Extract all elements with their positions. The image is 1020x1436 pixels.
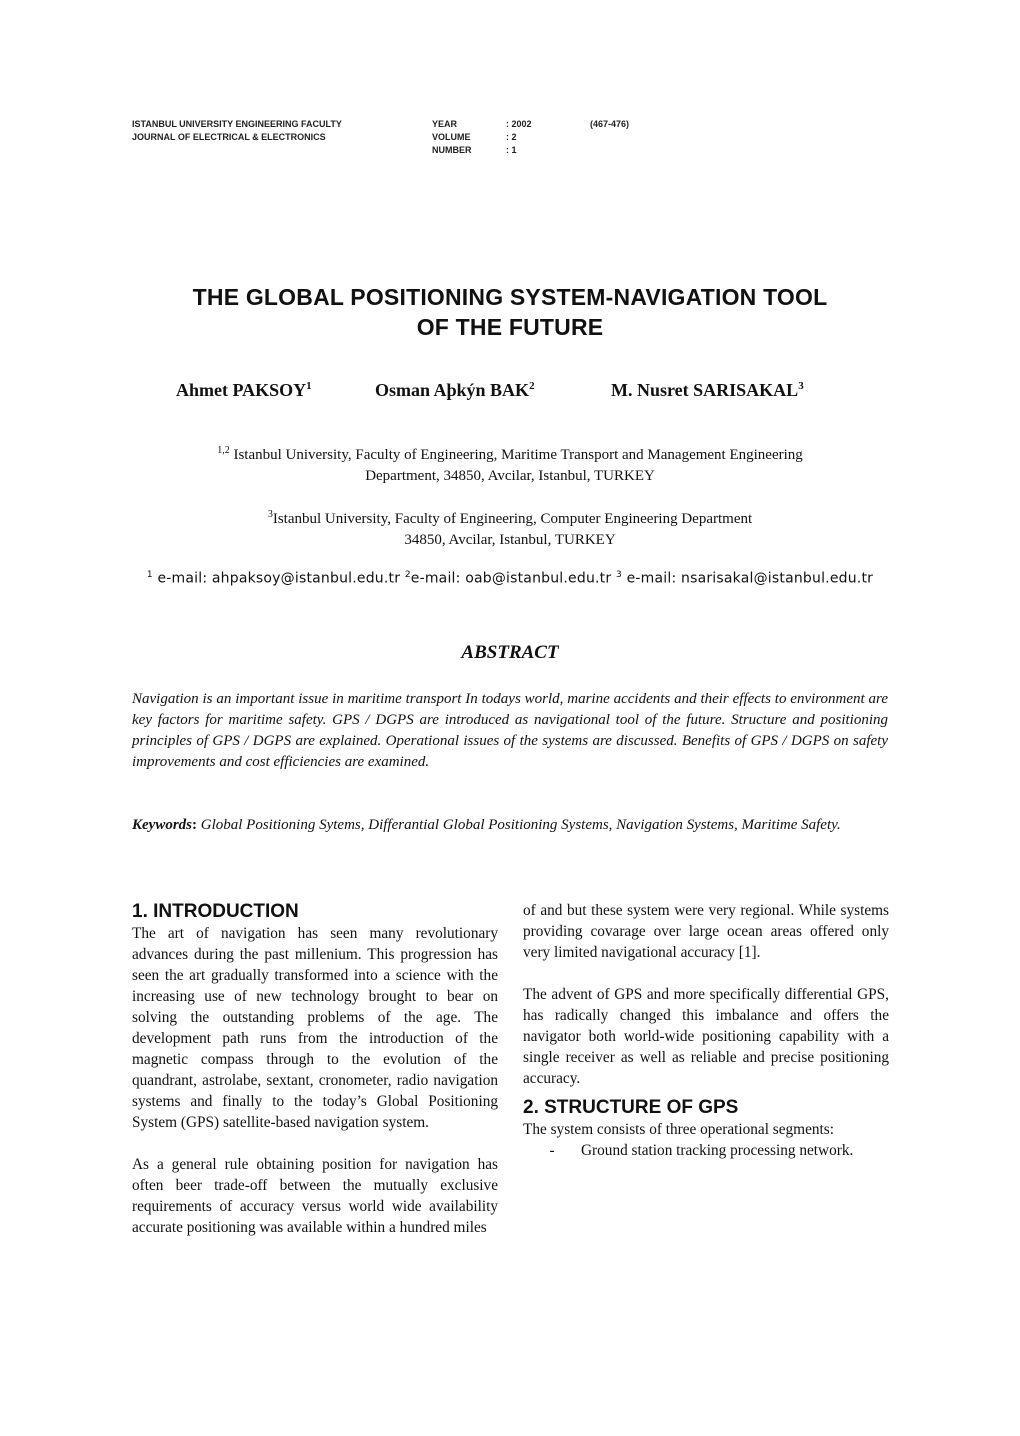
affiliation-1 — [120, 440, 900, 487]
structure-bullet-1 — [523, 1140, 889, 1161]
author-3-name: M. Nusret SARISAKAL — [611, 380, 799, 400]
year-label: YEAR — [432, 119, 458, 129]
author-2 — [375, 380, 535, 401]
journal-header-values — [506, 118, 532, 157]
journal-name: JOURNAL OF ELECTRICAL & ELECTRONICS — [132, 132, 326, 142]
email-1-sup: 1 — [146, 570, 153, 580]
keywords — [132, 815, 888, 836]
affiliation-1-line-2: Department, 34850, Avcilar, Istanbul, TURKEY — [365, 468, 655, 484]
affiliation-2-sup: 3 — [267, 509, 273, 520]
author-list — [0, 380, 1020, 410]
right-paragraph-2: The advent of GPS and more specifically differential GPS, has radically changed this imbalance and offers the navigator both world-wide positioning capability with a single receiver as well as reliable and precise positioning accuracy. — [523, 986, 889, 1087]
title-line-2: OF THE FUTURE — [416, 314, 604, 340]
paper-title — [0, 282, 1020, 342]
number-label: NUMBER — [432, 145, 472, 155]
bullet-dash: - — [549, 1142, 555, 1159]
affiliation-2 — [120, 504, 900, 551]
email-3-sup: 3 — [615, 570, 622, 580]
intro-paragraph-1: The art of navigation has seen many revolutionary advances during the past millenium. This progression has seen the art gradually transformed into a science with the increasing use of new technology brought to bear on solving the outstanding problems of the age. The development path runs from the introduction of the magnetic compass through to the evolution of the quandrant, astrolabe, sextant, cronometer, radio navigation systems and finally to the today’s Global Positioning System (GPS) satellite-based navigation system. — [132, 925, 498, 1131]
structure-paragraph-1: The system consists of three operational segments: — [523, 1121, 834, 1138]
affiliation-2-line-1: Istanbul University, Faculty of Engineering, Computer Engineering Department — [272, 511, 753, 527]
author-2-sup: 2 — [529, 380, 535, 392]
email-list — [0, 570, 1020, 587]
intro-paragraph-2: As a general rule obtaining position for navigation has often beer trade-off between the mutually exclusive requirements of accuracy versus world wide availability accurate positioning was available within a hundred miles — [132, 1156, 498, 1236]
keywords-colon: : — [192, 817, 197, 833]
title-line-1: THE GLOBAL POSITIONING SYSTEM-NAVIGATION TOOL — [192, 284, 828, 310]
number-value: : 1 — [506, 145, 517, 155]
journal-header-left — [132, 118, 342, 144]
email-3[interactable]: e-mail: nsarisakal@istanbul.edu.tr — [626, 570, 874, 587]
left-column — [132, 901, 498, 1259]
abstract-heading: ABSTRACT — [461, 642, 559, 663]
author-1 — [176, 380, 312, 401]
affiliation-2-line-2: 34850, Avcilar, Istanbul, TURKEY — [404, 532, 616, 548]
year-value: : 2002 — [506, 119, 532, 129]
affiliation-1-line-1: Istanbul University, Faculty of Engineering, Maritime Transport and Management Engineering — [233, 447, 803, 463]
affiliation-1-sup: 1,2 — [217, 445, 230, 456]
journal-faculty: ISTANBUL UNIVERSITY ENGINEERING FACULTY — [132, 119, 342, 129]
abstract-text: Navigation is an important issue in maritime transport In todays world, marine accidents and their effects to environment are key factors for maritime safety. GPS / DGPS are introduced as navigational tool of the future. Structure and positioning principles of GPS / DGPS are explained. Operational issues of the systems are discussed. Benefits of GPS / DGPS on safety improvements and cost efficiencies are examined. — [132, 691, 888, 770]
author-1-sup: 1 — [306, 380, 312, 392]
journal-header-pages — [590, 118, 629, 131]
author-3-sup: 3 — [798, 380, 804, 392]
keywords-text: Global Positioning Sytems, Differantial Global Positioning Systems, Navigation Systems, Maritime Safety. — [197, 817, 841, 833]
bullet-text: Ground station tracking processing network. — [581, 1142, 854, 1159]
section-2-heading: 2. STRUCTURE OF GPS — [523, 1097, 739, 1118]
volume-label: VOLUME — [432, 132, 471, 142]
keywords-label: Keywords — [132, 817, 192, 833]
journal-header-labels — [432, 118, 472, 157]
volume-value: : 2 — [506, 132, 517, 142]
author-2-name: Osman Aþkýn BAK — [375, 380, 530, 400]
author-1-name: Ahmet PAKSOY — [176, 380, 307, 400]
author-3 — [611, 380, 804, 401]
right-column — [523, 900, 889, 1161]
right-paragraph-1: of and but these system were very regional. While systems providing covarage over large ocean areas offered only very limited navigational accuracy [1]. — [523, 902, 889, 961]
section-1-heading: 1. INTRODUCTION — [132, 901, 299, 922]
email-2[interactable]: e-mail: oab@istanbul.edu.tr — [410, 570, 612, 587]
email-2-sup: 2 — [404, 570, 411, 580]
email-1[interactable]: e-mail: ahpaksoy@istanbul.edu.tr — [157, 570, 401, 587]
page-range: (467-476) — [590, 119, 630, 129]
